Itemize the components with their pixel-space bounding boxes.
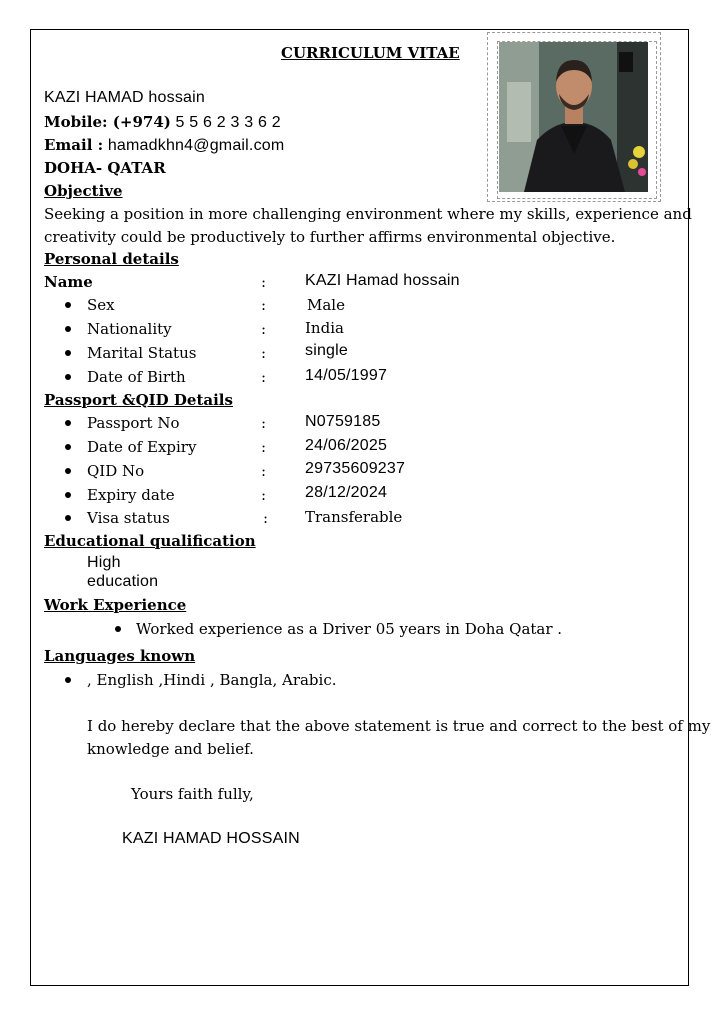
- bullet-icon: [65, 444, 71, 450]
- name-value: KAZI Hamad hossain: [305, 272, 460, 289]
- nationality-value: India: [305, 319, 344, 337]
- sex-label: Sex: [87, 296, 115, 314]
- closing-text: Yours faith fully,: [131, 785, 254, 803]
- bullet-icon: [65, 302, 71, 308]
- bullet-icon: [65, 350, 71, 356]
- colon: :: [261, 344, 267, 362]
- email-label: Email :: [44, 136, 104, 154]
- declaration-line-1: I do hereby declare that the above statement is true and correct to the best of my: [87, 717, 711, 735]
- passport-no-value: N0759185: [305, 413, 381, 430]
- colon: :: [261, 273, 267, 291]
- location: DOHA- QATAR: [44, 159, 166, 177]
- qid-no-value: 29735609237: [305, 460, 406, 477]
- objective-line-2: creativity could be productively to further affirms environmental objective.: [44, 228, 616, 246]
- mobile-line: [44, 112, 281, 133]
- colon: :: [261, 368, 267, 386]
- bullet-icon: [65, 374, 71, 380]
- candidate-name: KAZI HAMAD hossain: [44, 89, 205, 106]
- colon: :: [261, 462, 267, 480]
- visa-status-label: Visa status: [87, 509, 170, 527]
- bullet-icon: [115, 626, 121, 632]
- profile-photo: [499, 42, 648, 192]
- mobile-number: 5 5 6 2 3 3 6 2: [170, 114, 281, 131]
- declaration-line-2: knowledge and belief.: [87, 740, 254, 758]
- qid-expiry-label: Expiry date: [87, 486, 175, 504]
- marital-status-label: Marital Status: [87, 344, 197, 362]
- objective-heading: Objective: [44, 182, 123, 200]
- passport-expiry-label: Date of Expiry: [87, 438, 197, 456]
- colon: :: [261, 296, 267, 314]
- bullet-icon: [65, 492, 71, 498]
- passport-no-label: Passport No: [87, 414, 180, 432]
- colon: :: [261, 414, 267, 432]
- education-heading: Educational qualification: [44, 532, 256, 550]
- passport-heading: Passport &QID Details: [44, 391, 233, 409]
- bullet-icon: [65, 420, 71, 426]
- sex-value: Male: [307, 296, 345, 314]
- bullet-icon: [65, 515, 71, 521]
- dob-value: 14/05/1997: [305, 367, 388, 384]
- qid-expiry-value: 28/12/2024: [305, 484, 388, 501]
- colon: :: [261, 438, 267, 456]
- colon: :: [261, 320, 267, 338]
- languages-heading: Languages known: [44, 647, 196, 665]
- education-line-2: education: [87, 573, 159, 590]
- email-address: hamadkhn4@gmail.com: [103, 137, 285, 154]
- work-experience-item: Worked experience as a Driver 05 years in Doha Qatar .: [136, 620, 563, 638]
- marital-status-value: single: [305, 342, 349, 359]
- nationality-label: Nationality: [87, 320, 172, 338]
- work-experience-heading: Work Experience: [44, 596, 187, 614]
- qid-no-label: QID No: [87, 462, 145, 480]
- objective-line-1: Seeking a position in more challenging environment where my skills, experience and: [44, 205, 692, 223]
- dob-label: Date of Birth: [87, 368, 186, 386]
- passport-expiry-value: 24/06/2025: [305, 437, 388, 454]
- document-title: CURRICULUM VITAE: [281, 44, 460, 62]
- signature-name: KAZI HAMAD HOSSAIN: [122, 830, 300, 847]
- mobile-label: Mobile: (+974): [44, 113, 171, 131]
- bullet-icon: [65, 468, 71, 474]
- bullet-icon: [65, 326, 71, 332]
- email-line: [44, 135, 284, 156]
- visa-status-value: Transferable: [305, 508, 403, 526]
- languages-item: , English ,Hindi , Bangla, Arabic.: [87, 671, 337, 689]
- bullet-icon: [65, 677, 71, 683]
- education-line-1: High: [87, 554, 121, 571]
- personal-details-heading: Personal details: [44, 250, 179, 268]
- colon: :: [263, 509, 269, 527]
- name-label: Name: [44, 273, 93, 291]
- colon: :: [261, 486, 267, 504]
